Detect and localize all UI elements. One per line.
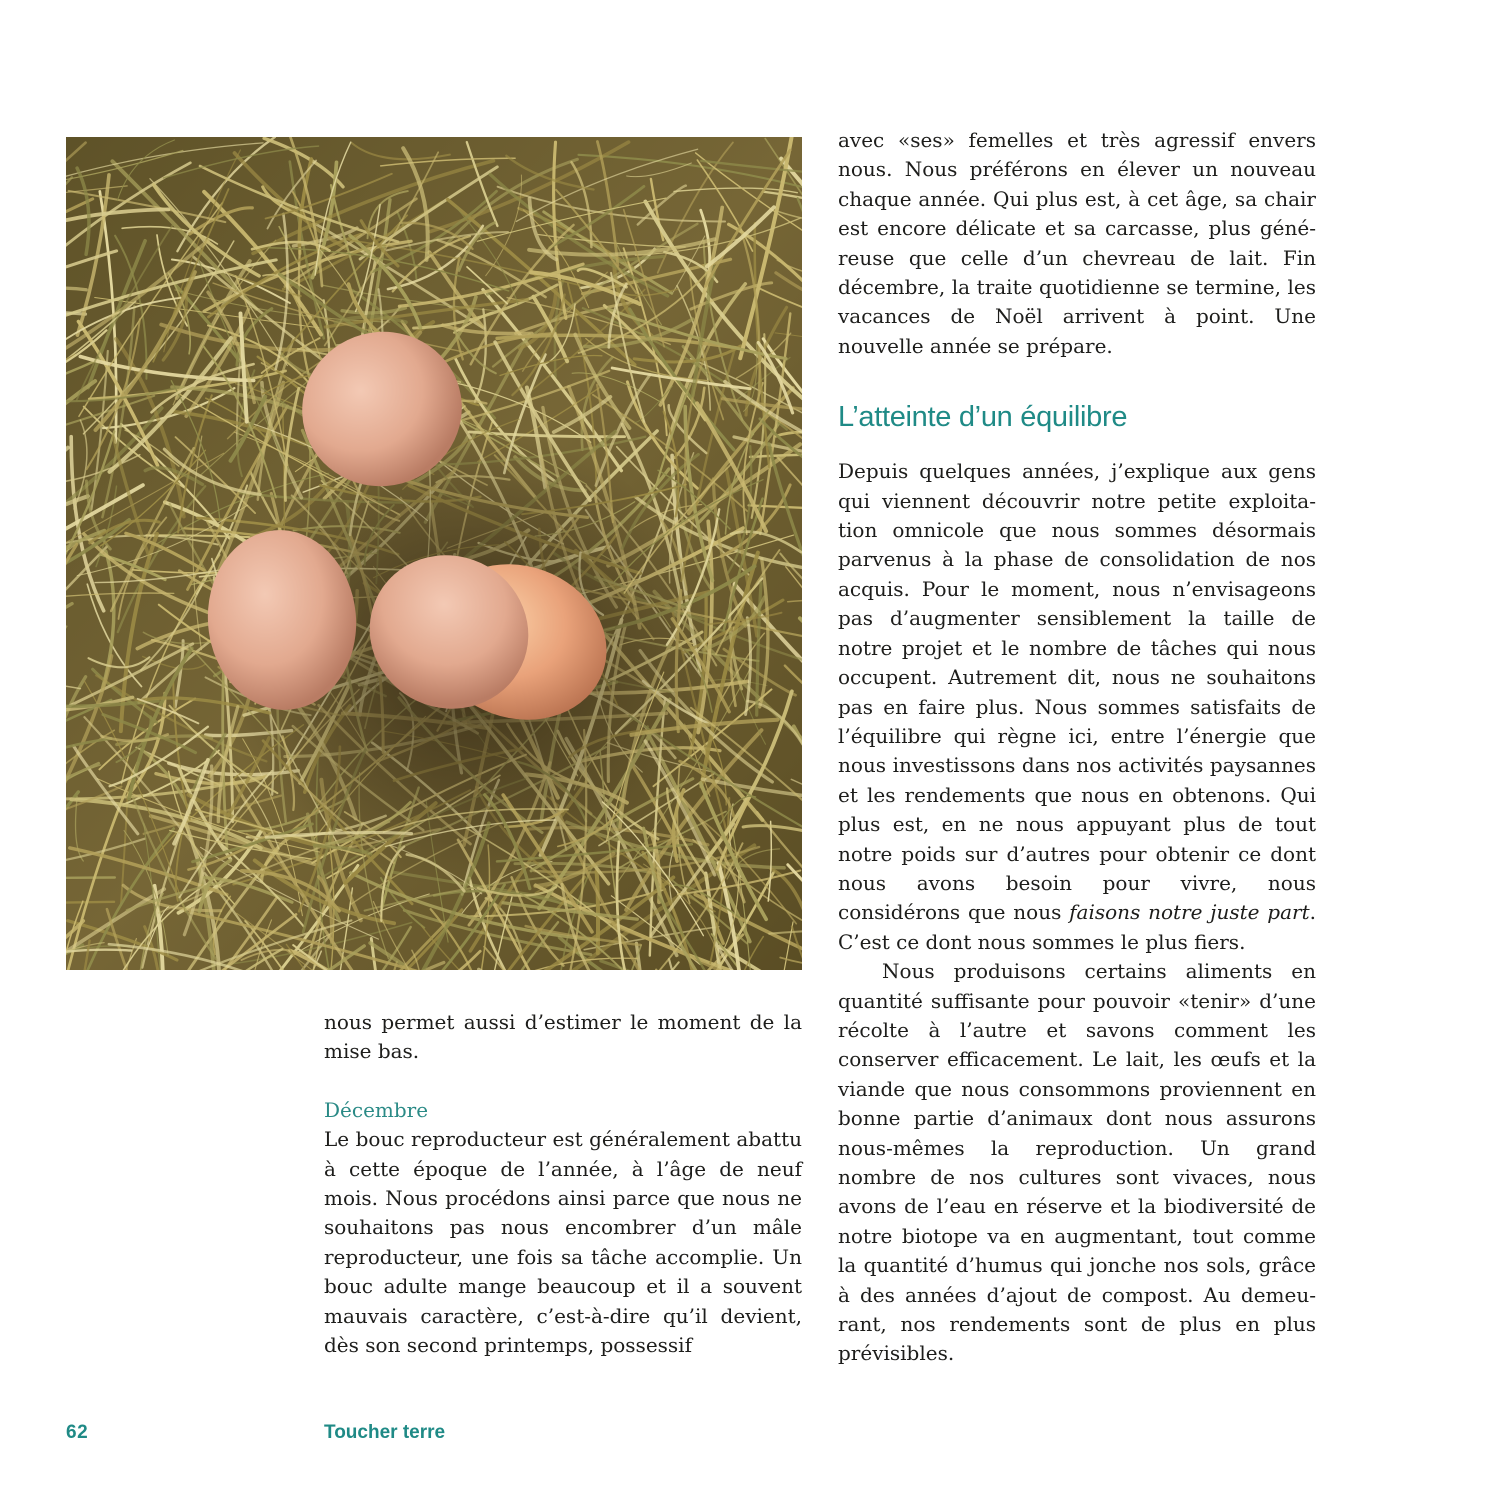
eggs-in-straw-nest-photo-icon bbox=[66, 137, 802, 970]
left-continuation-paragraph: nous permet aussi d’estimer le moment de la mise bas. bbox=[324, 1010, 802, 1064]
right-paragraph-1 bbox=[838, 457, 1316, 957]
paragraph-text: . C’est ce dont nous sommes le plus fiers. bbox=[838, 900, 1316, 954]
paragraph-text: Depuis quelques années, j’explique aux gens qui viennent découvrir notre petite exploitation omnicole que nous sommes désormais parvenus à la phase de consolidation de nos acquis. Pour le moment, nous n’envisageons pas d’augmenter sensiblement la taille de notre projet et le nombre de tâches qui nous occupent. Autrement dit, nous ne souhaitons pas en faire plus. Nous sommes satisfaits de l’équilibre qui règne ici, entre l’énergie que nous investissons dans nos activités paysannes et les rendements que nous en obtenons. Qui plus est, en ne nous appuyant plus de tout notre poids sur d’autres pour obtenir ce dont nous avons besoin pour vivre, nous considérons que nous bbox=[838, 459, 1316, 925]
page-number: 62 bbox=[66, 1422, 89, 1443]
right-continuation-paragraph: avec «ses» femelles et très agressif envers nous. Nous préférons en élever un nouveau chaque année. Qui plus est, à cet âge, sa chair est encore délicate et sa carcasse, plus généreuse que celle d’un chevreau de lait. Fin décembre, la traite quotidienne se termine, les vacances de Noël arrivent à point. Une nouvelle année se prépare. bbox=[838, 128, 1316, 358]
section-subheading: Décembre bbox=[324, 1097, 429, 1122]
eggs-nest-photo bbox=[66, 137, 802, 970]
right-paragraph-2: Nous produisons certains aliments en quantité suffisante pour pouvoir «tenir» d’une récolte à l’autre et savons comment les conserver efficacement. Le lait, les œufs et la viande que nous consommons proviennent en bonne partie d’animaux dont nous assurons nous-mêmes la reproduction. Un grand nombre de nos cultures sont vivaces, nous avons de l’eau en réserve et la biodiversité de notre biotope va en augmentant, tout comme la quantité d’humus qui jonche nos sols, grâce à des années d’ajout de compost. Au demeurant, nos rendements sont de plus en plus prévisibles. bbox=[838, 959, 1316, 1366]
section-heading: L’atteinte d’un équilibre bbox=[838, 401, 1128, 434]
italic-phrase: faisons notre juste part bbox=[1069, 900, 1310, 925]
left-column bbox=[324, 1008, 802, 1360]
running-title: Toucher terre bbox=[324, 1422, 446, 1443]
right-column bbox=[838, 126, 1316, 1369]
left-paragraph: Le bouc reproducteur est généralement abattu à cette époque de l’année, à l’âge de neuf mois. Nous procédons ainsi parce que nous ne souhaitons pas nous encombrer d’un mâle reproducteur, une fois sa tâche accomplie. Un bouc adulte mange beaucoup et il a souvent mauvais caractère, c’est-à-dire qu’il devient, dès son second printemps, possessif bbox=[324, 1127, 802, 1358]
straw-strand bbox=[66, 902, 114, 903]
